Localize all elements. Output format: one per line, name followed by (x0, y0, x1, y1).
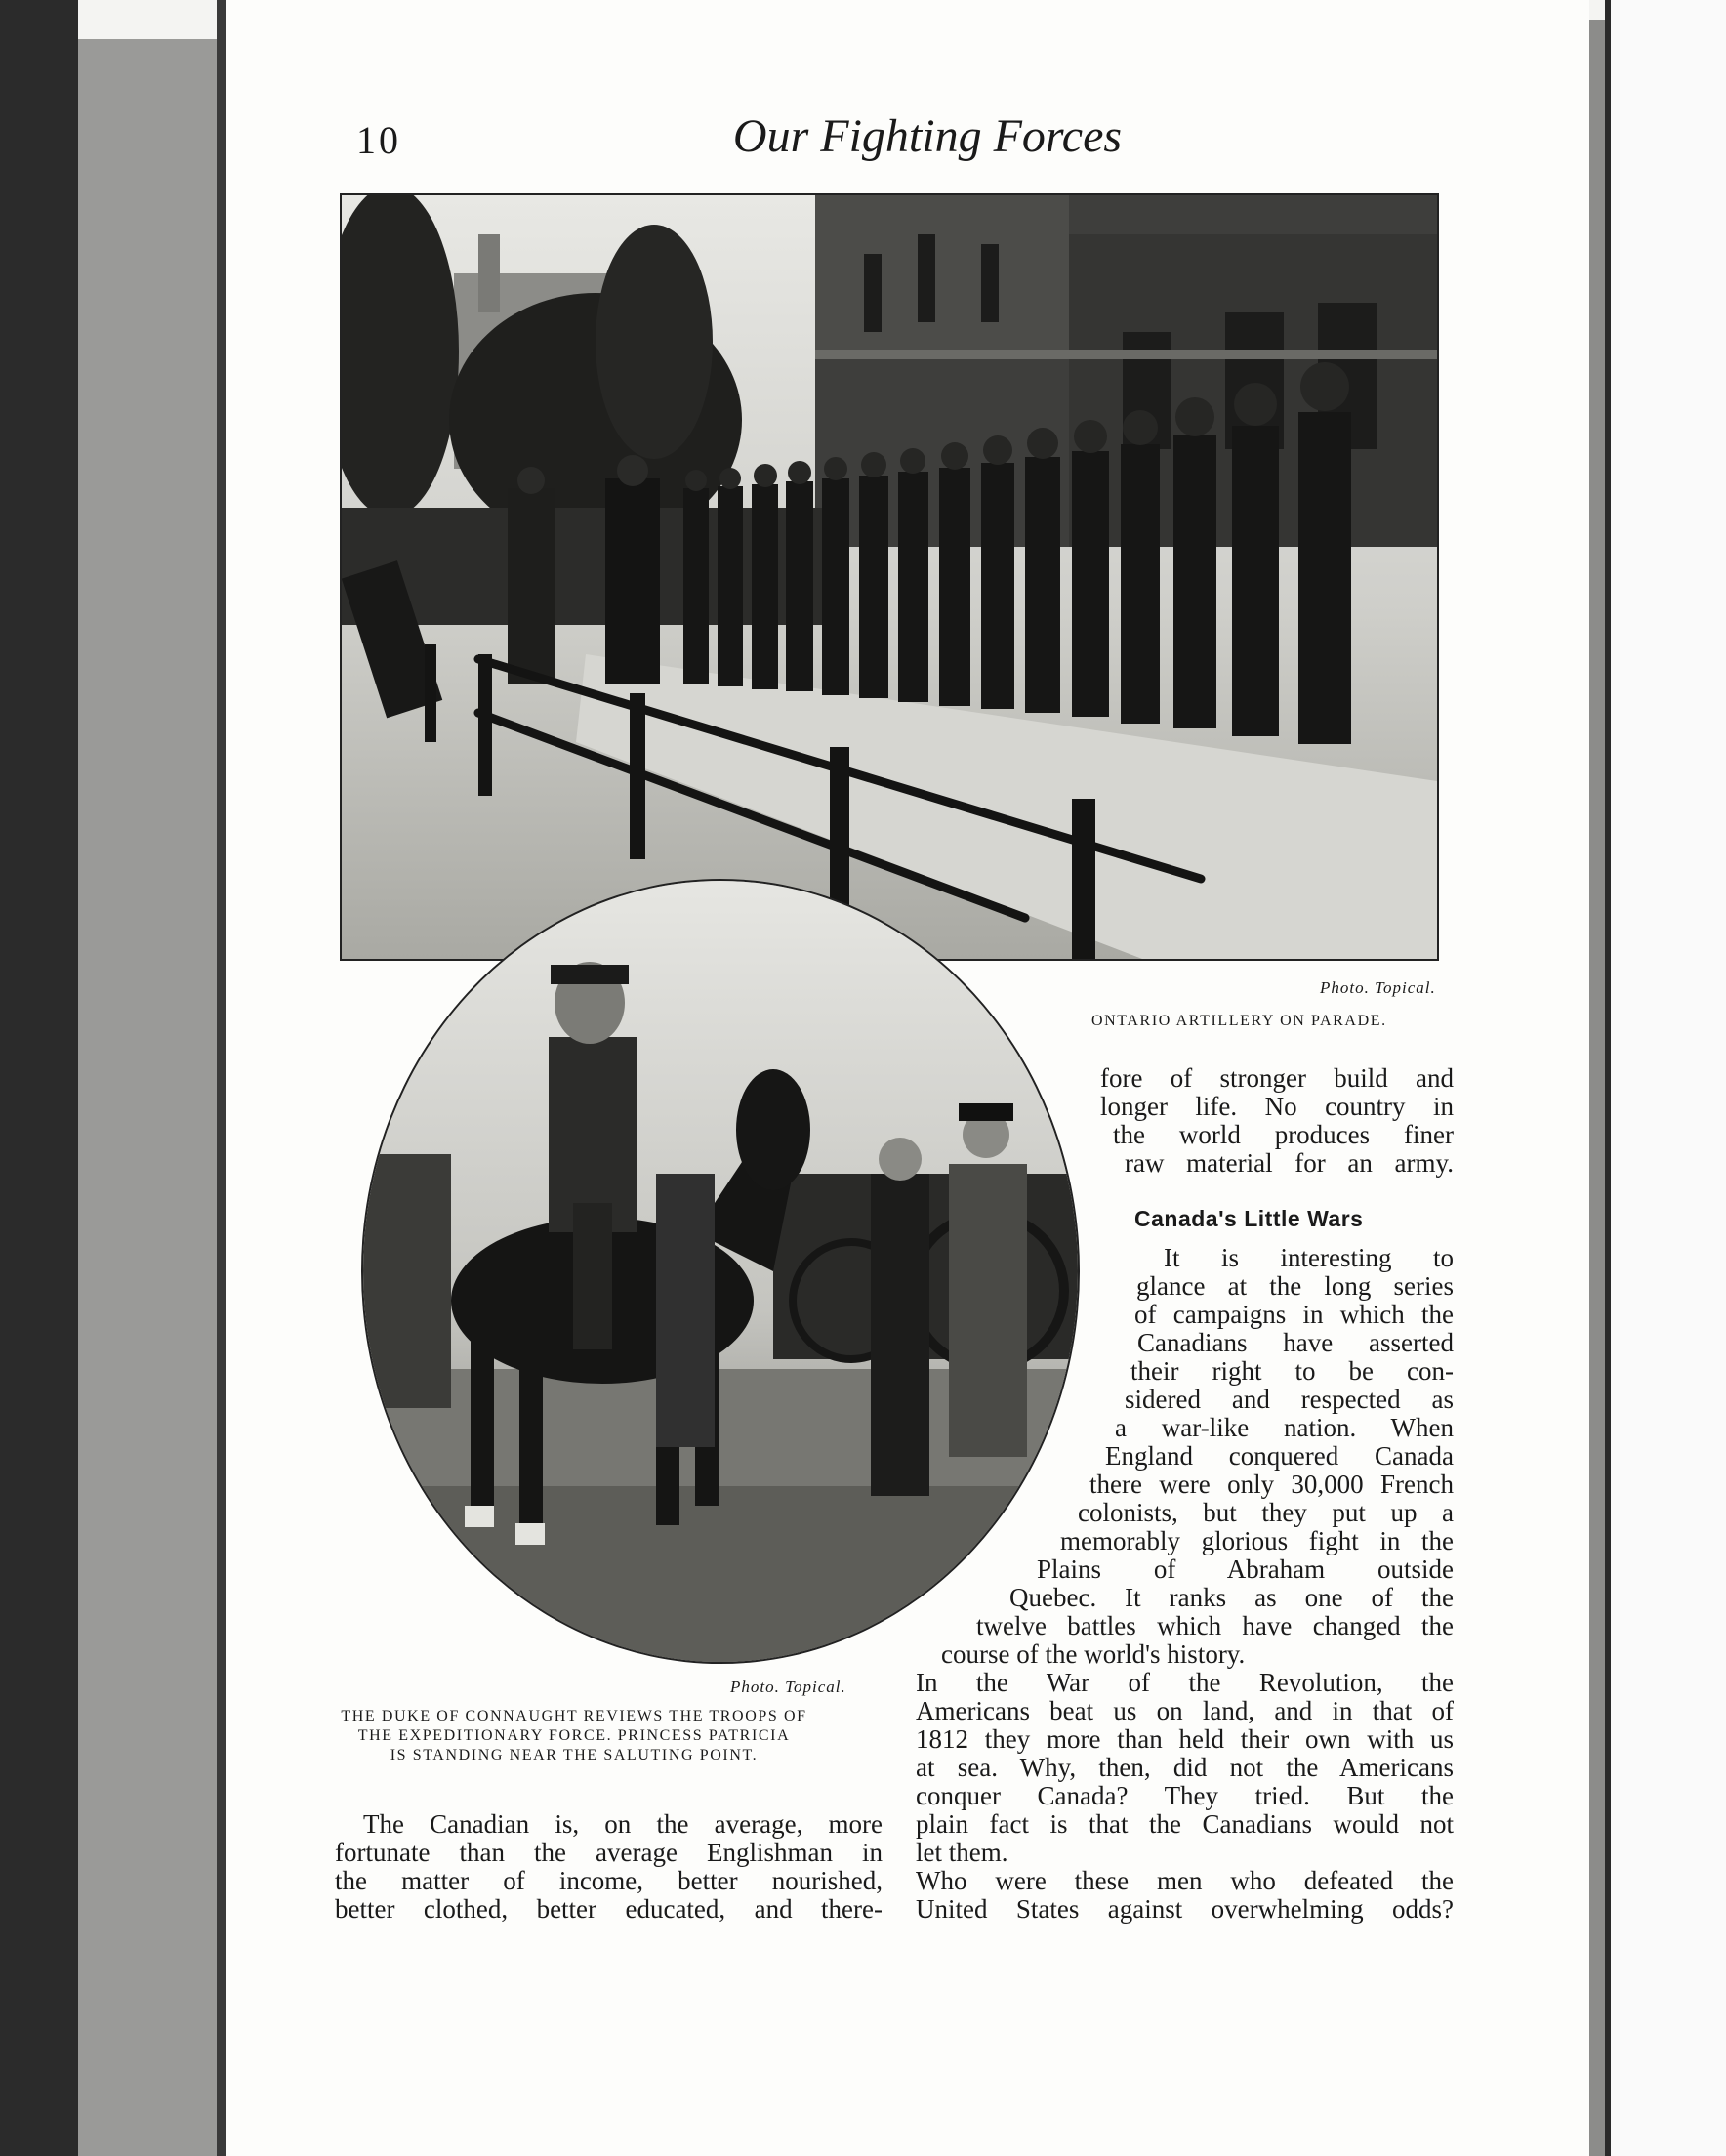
text-line: course of the world's history. (941, 1639, 1246, 1669)
text-line: Quebec. It ranks as one of the (1009, 1583, 1454, 1612)
text-line: there were only 30,000 French (1089, 1470, 1454, 1499)
text-line: raw material for an army. (1125, 1148, 1454, 1178)
top-photo-caption: ONTARIO ARTILLERY ON PARADE. (1091, 1013, 1387, 1029)
facing-page-strip (1611, 0, 1726, 2156)
text-line: of campaigns in which the (1134, 1300, 1454, 1329)
text-line: a war-like nation. When (1115, 1413, 1454, 1442)
circle-photo-credit: Photo. Topical. (730, 1678, 846, 1696)
text-line: 1812 they more than held their own with us (916, 1724, 1454, 1754)
text-line: twelve battles which have changed the (976, 1611, 1454, 1640)
text-line: England conquered Canada (1105, 1441, 1454, 1471)
right-cover-edge (1589, 20, 1605, 2156)
section-heading: Canada's Little Wars (1134, 1206, 1364, 1231)
text-line: Who were these men who defeated the (916, 1866, 1454, 1895)
text-line: Canadians have asserted (1137, 1328, 1454, 1357)
text-line: The Canadian is, on the average, more (363, 1809, 883, 1839)
text-line: longer life. No country in (1100, 1092, 1454, 1121)
text-line: Americans beat us on land, and in that of (916, 1696, 1454, 1725)
text-line: memorably glorious fight in the (1060, 1526, 1454, 1555)
text-line: fore of stronger build and (1100, 1063, 1454, 1093)
text-line: the world produces finer (1113, 1120, 1454, 1149)
text-line: fortunate than the average Englishman in (335, 1838, 883, 1867)
duke-review-photograph (361, 879, 1080, 1664)
text-line: at sea. Why, then, did not the Americans (916, 1753, 1454, 1782)
text-line: better clothed, better educated, and there- (335, 1894, 883, 1924)
running-head: Our Fighting Forces (732, 110, 1123, 162)
page-number: 10 (356, 118, 401, 162)
text-line: let them. (916, 1838, 1008, 1867)
text-line: plain fact is that the Canadians would not (916, 1809, 1454, 1839)
text-line: glance at the long series (1136, 1271, 1454, 1301)
text-line: the matter of income, better nourished, (335, 1866, 883, 1895)
text-line: Plains of Abraham outside (1037, 1555, 1454, 1584)
book-cover-edge (78, 39, 225, 2156)
scan-backdrop (0, 0, 78, 2156)
caption-line: THE DUKE OF CONNAUGHT REVIEWS THE TROOPS OF (341, 1708, 807, 1724)
caption-line: IS STANDING NEAR THE SALUTING POINT. (390, 1747, 759, 1763)
text-line: United States against overwhelming odds? (916, 1894, 1454, 1924)
text-line: their right to be con- (1130, 1356, 1454, 1386)
text-line: conquer Canada? They tried. But the (916, 1781, 1454, 1810)
parade-photograph (340, 193, 1439, 961)
text-line: In the War of the Revolution, the (916, 1668, 1454, 1697)
text-line: colonists, but they put up a (1078, 1498, 1454, 1527)
top-photo-credit: Photo. Topical. (1320, 978, 1436, 997)
caption-line: THE EXPEDITIONARY FORCE. PRINCESS PATRICIA (357, 1727, 791, 1744)
page-gutter-shadow (217, 0, 226, 2156)
text-line: sidered and respected as (1125, 1385, 1454, 1414)
text-line: It is interesting to (1164, 1243, 1454, 1272)
circle-photo-caption (310, 1707, 838, 1765)
